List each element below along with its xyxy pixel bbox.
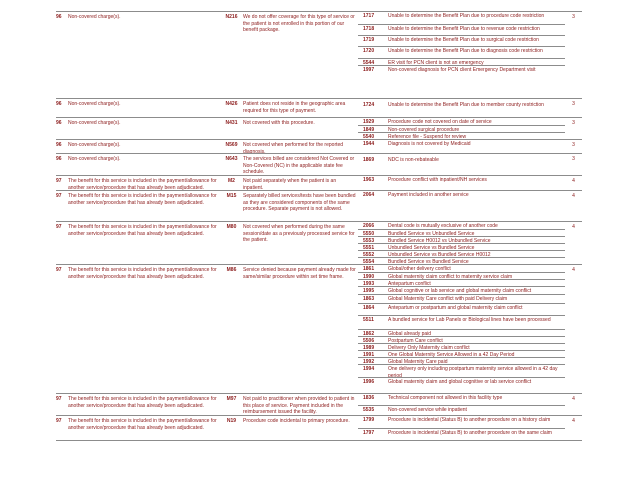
edit-description: Unable to determine the Benefit Plan due to surgical code restriction bbox=[388, 37, 539, 43]
rarc-description: Not paid separately when the patient is an inpatient. bbox=[243, 178, 337, 191]
edit-code: 1994 bbox=[363, 366, 375, 372]
carc-description: The benefit for this service is included in the payment/allowance for another service/procedure that has already been adjudicated. bbox=[68, 267, 217, 280]
edit-code: 5552 bbox=[363, 252, 375, 258]
carc-code: 97 bbox=[56, 193, 62, 199]
edit-description: Global/other delivery conflict bbox=[388, 266, 451, 272]
edit-description: Global cognitive or lab service and global maternity claim conflict bbox=[388, 288, 532, 294]
severity: 4 bbox=[572, 396, 575, 402]
code-table bbox=[56, 11, 582, 441]
carc-description: Non-covered charge(s). bbox=[68, 120, 121, 126]
carc-description: The benefit for this service is included in the payment/allowance for another service/procedure that has already been adjudicated. bbox=[68, 224, 217, 237]
list-item bbox=[358, 118, 565, 125]
edit-code: 1719 bbox=[363, 37, 375, 43]
list-item bbox=[358, 140, 565, 151]
edit-description: Unbundled Service vs Bundled Service bbox=[388, 245, 475, 251]
edit-description: Global maternity claim and global cognitive or lab service conflict bbox=[388, 379, 532, 385]
edit-code: 1864 bbox=[363, 305, 375, 311]
edit-description: Unable to determine the Benefit Plan due to procedure code restriction bbox=[388, 13, 545, 19]
edit-description: Procedure is incidental (Status B) to another procedure on the same claim bbox=[388, 430, 552, 436]
edit-code-list bbox=[358, 118, 565, 139]
table-row bbox=[56, 221, 582, 264]
edit-code: 1863 bbox=[363, 296, 375, 302]
table-row bbox=[56, 190, 582, 221]
rarc-description: Not covered with this procedure. bbox=[243, 120, 315, 126]
edit-description: Non-covered service while inpatient bbox=[388, 407, 467, 413]
edit-code: 1990 bbox=[363, 274, 375, 280]
edit-description: Antepartum conflict bbox=[388, 281, 431, 287]
list-item bbox=[358, 364, 565, 378]
severity: 3 bbox=[572, 101, 575, 107]
edit-description: Payment included in another service bbox=[388, 192, 469, 198]
list-item bbox=[358, 176, 565, 190]
carc-code: 97 bbox=[56, 267, 62, 273]
carc-description: The benefit for this service is included in the payment/allowance for another service/procedure that has already been adjudicated. bbox=[68, 418, 217, 431]
edit-code: 1963 bbox=[363, 177, 375, 183]
edit-code: 5511 bbox=[363, 317, 374, 323]
carc-code: 96 bbox=[56, 156, 62, 162]
list-item bbox=[358, 65, 565, 74]
edit-description: Reference file - Suspend for review bbox=[388, 134, 467, 140]
rarc-description: Not paid to practitioner when provided to patient in this place of service. Payment included in the reimbursement issued the facility. bbox=[243, 396, 355, 416]
rarc-code: N216 bbox=[225, 14, 238, 20]
edit-code-list bbox=[358, 222, 565, 264]
rarc-code: N569 bbox=[225, 142, 238, 148]
edit-code: 2064 bbox=[363, 192, 375, 198]
edit-description: Bundled Service vs Unbundled Service bbox=[388, 231, 475, 237]
rarc-code: M97 bbox=[226, 396, 237, 402]
rarc-description: We do not offer coverage for this type of service or the patient is not enrolled in this portion of our benefit package. bbox=[243, 14, 355, 34]
edit-code: 1861 bbox=[363, 266, 375, 272]
edit-code: 1993 bbox=[363, 281, 375, 287]
severity: 4 bbox=[572, 178, 575, 184]
table-row bbox=[56, 139, 582, 153]
list-item bbox=[358, 191, 565, 205]
edit-code-list bbox=[358, 12, 565, 98]
edit-code: 2066 bbox=[363, 223, 375, 229]
carc-code: 96 bbox=[56, 142, 62, 148]
edit-description: Unable to determine the Benefit Plan due to diagnosis code restriction bbox=[388, 48, 543, 54]
edit-description: Bundled Service H0012 vs Unbundled Service bbox=[388, 238, 491, 244]
edit-code: 1862 bbox=[363, 331, 375, 337]
edit-code: 1797 bbox=[363, 430, 375, 436]
edit-code: 1944 bbox=[363, 141, 375, 147]
table-row bbox=[56, 11, 582, 98]
edit-description: Delivery Only Maternity claim conflict bbox=[388, 345, 470, 351]
edit-code: 1869 bbox=[363, 157, 375, 163]
edit-code-list bbox=[358, 99, 565, 117]
carc-code: 96 bbox=[56, 101, 62, 107]
list-item bbox=[358, 101, 565, 112]
edit-code-list bbox=[358, 265, 565, 393]
table-row bbox=[56, 393, 582, 415]
list-item bbox=[358, 12, 565, 24]
edit-description: Postpartum Care conflict bbox=[388, 338, 443, 344]
edit-description: One Global Maternity Service Allowed in a 42 Day Period bbox=[388, 352, 515, 358]
edit-code: 5554 bbox=[363, 259, 375, 265]
edit-description: Non-covered surgical procedure bbox=[388, 127, 460, 133]
rarc-code: M80 bbox=[226, 224, 237, 230]
edit-description: Unable to determine the Benefit Plan due to member county restriction bbox=[388, 102, 544, 108]
table-row bbox=[56, 117, 582, 139]
severity: 3 bbox=[572, 120, 575, 126]
edit-description: Non-covered diagnosis for PCN client Emergency Department visit bbox=[388, 67, 536, 73]
edit-description: Antepartum or postpartum and global maternity claim conflict bbox=[388, 305, 523, 311]
edit-code-list bbox=[358, 176, 565, 190]
rarc-description: Patient does not reside in the geographic area required for this type of payment. bbox=[243, 101, 346, 114]
list-item bbox=[358, 394, 565, 405]
edit-code: 5551 bbox=[363, 245, 375, 251]
carc-code: 97 bbox=[56, 178, 62, 184]
carc-description: Non-covered charge(s). bbox=[68, 14, 121, 20]
list-item bbox=[358, 315, 565, 330]
edit-code: 1836 bbox=[363, 395, 375, 401]
rarc-code: N643 bbox=[225, 156, 238, 162]
table-row bbox=[56, 153, 582, 175]
carc-code: 96 bbox=[56, 120, 62, 126]
list-item bbox=[358, 428, 565, 441]
carc-description: Non-covered charge(s). bbox=[68, 101, 121, 107]
edit-description: NDC is non-rebateable bbox=[388, 157, 439, 163]
rarc-description: The services billed are considered Not Covered or Non-Covered (NC) in the applicable state fee schedule. bbox=[243, 156, 355, 176]
edit-code: 1997 bbox=[363, 67, 375, 73]
table-row bbox=[56, 415, 582, 441]
edit-description: Global already paid bbox=[388, 331, 432, 337]
rarc-description: Not covered when performed for the reported diagnosis. bbox=[243, 142, 344, 155]
rarc-code: M2 bbox=[228, 178, 235, 184]
carc-description: The benefit for this service is included in the payment/allowance for another service/procedure that has already been adjudicated. bbox=[68, 396, 217, 409]
edit-description: Global maternity claim conflict to maternity service claim bbox=[388, 274, 513, 280]
severity: 4 bbox=[572, 224, 575, 230]
severity: 4 bbox=[572, 193, 575, 199]
rarc-description: Procedure code incidental to primary procedure. bbox=[243, 418, 350, 424]
severity: 4 bbox=[572, 418, 575, 424]
edit-description: Procedure code not covered on date of service bbox=[388, 119, 492, 125]
rarc-code: N426 bbox=[225, 101, 238, 107]
table-row bbox=[56, 264, 582, 393]
edit-code: 1992 bbox=[363, 359, 375, 365]
edit-code: 5535 bbox=[363, 407, 375, 413]
carc-code: 97 bbox=[56, 418, 62, 424]
severity: 3 bbox=[572, 156, 575, 162]
list-item bbox=[358, 156, 565, 170]
rarc-code: N19 bbox=[226, 418, 237, 424]
edit-code: 1849 bbox=[363, 127, 375, 133]
edit-description: A bundled service for Lab Panels or Biological lines have been processed bbox=[388, 317, 551, 323]
edit-code: 5553 bbox=[363, 238, 375, 244]
edit-code: 1718 bbox=[363, 26, 375, 32]
carc-code: 96 bbox=[56, 14, 62, 20]
rarc-description: Not covered when performed during the same session/date as a previously processed service for the patient. bbox=[243, 224, 355, 244]
edit-description: Global Maternity Care conflict with paid Delivery claim bbox=[388, 296, 508, 302]
rarc-code: M86 bbox=[226, 267, 237, 273]
edit-code: 5506 bbox=[363, 338, 375, 344]
edit-code: 1929 bbox=[363, 119, 375, 125]
edit-description: Unbundled Service vs Bundled Service H0012 bbox=[388, 252, 491, 258]
edit-code-list bbox=[358, 416, 565, 440]
edit-code: 1724 bbox=[363, 102, 375, 108]
rarc-code: N431 bbox=[225, 120, 238, 126]
edit-code: 1989 bbox=[363, 345, 375, 351]
rarc-code: M15 bbox=[226, 193, 237, 199]
carc-description: Non-covered charge(s). bbox=[68, 156, 121, 162]
edit-code-list bbox=[358, 394, 565, 415]
edit-code-list bbox=[358, 140, 565, 153]
edit-code: 5550 bbox=[363, 231, 375, 237]
list-item bbox=[358, 377, 565, 394]
edit-description: Global Maternity Care paid bbox=[388, 359, 448, 365]
list-item bbox=[358, 222, 565, 229]
edit-description: Procedure conflict with inpatient/NH services bbox=[388, 177, 487, 183]
edit-code: 1991 bbox=[363, 352, 375, 358]
table-row bbox=[56, 98, 582, 117]
carc-code: 97 bbox=[56, 396, 62, 402]
edit-description: Diagnosis is not covered by Medicaid bbox=[388, 141, 471, 147]
edit-code: 1799 bbox=[363, 417, 375, 423]
edit-code: 1996 bbox=[363, 379, 375, 385]
table-row bbox=[56, 175, 582, 190]
edit-code: 5544 bbox=[363, 60, 375, 66]
severity: 3 bbox=[572, 142, 575, 148]
carc-description: Non-covered charge(s). bbox=[68, 142, 121, 148]
list-item bbox=[358, 416, 565, 428]
carc-code: 97 bbox=[56, 224, 62, 230]
severity: 4 bbox=[572, 267, 575, 273]
severity: 3 bbox=[572, 14, 575, 20]
edit-code-list bbox=[358, 191, 565, 221]
rarc-description: Separately billed services/tests have been bundled as they are considered components of the same procedure. Separate payment is not allowed. bbox=[243, 193, 356, 213]
edit-description: One delivery only including postpartum maternity service allowed in a 42 day period bbox=[388, 366, 558, 379]
list-item bbox=[358, 265, 565, 272]
rarc-description: Service denied because payment already made for same/similar procedure within set time frame. bbox=[243, 267, 356, 280]
edit-description: Procedure is incidental (Status B) to another procedure on a history claim bbox=[388, 417, 551, 423]
edit-code: 1720 bbox=[363, 48, 375, 54]
carc-description: The benefit for this service is included in the payment/allowance for another service/procedure that has already been adjudicated. bbox=[68, 178, 217, 191]
edit-description: Bundled Service vs Bundled Service bbox=[388, 259, 469, 265]
edit-code-list bbox=[358, 154, 565, 175]
carc-description: The benefit for this service is included in the payment/allowance for another service/procedure that has already been adjudicated. bbox=[68, 193, 217, 206]
edit-description: Technical component not allowed in this facility type bbox=[388, 395, 503, 401]
edit-description: ER visit for PCN client is not an emergency bbox=[388, 60, 484, 66]
edit-code: 1995 bbox=[363, 288, 375, 294]
edit-description: Unable to determine the Benefit Plan due to revenue code restriction bbox=[388, 26, 540, 32]
edit-description: Dental code is mutually exclusive of another code bbox=[388, 223, 498, 229]
edit-code: 1717 bbox=[363, 13, 375, 19]
edit-code: 5540 bbox=[363, 134, 375, 140]
